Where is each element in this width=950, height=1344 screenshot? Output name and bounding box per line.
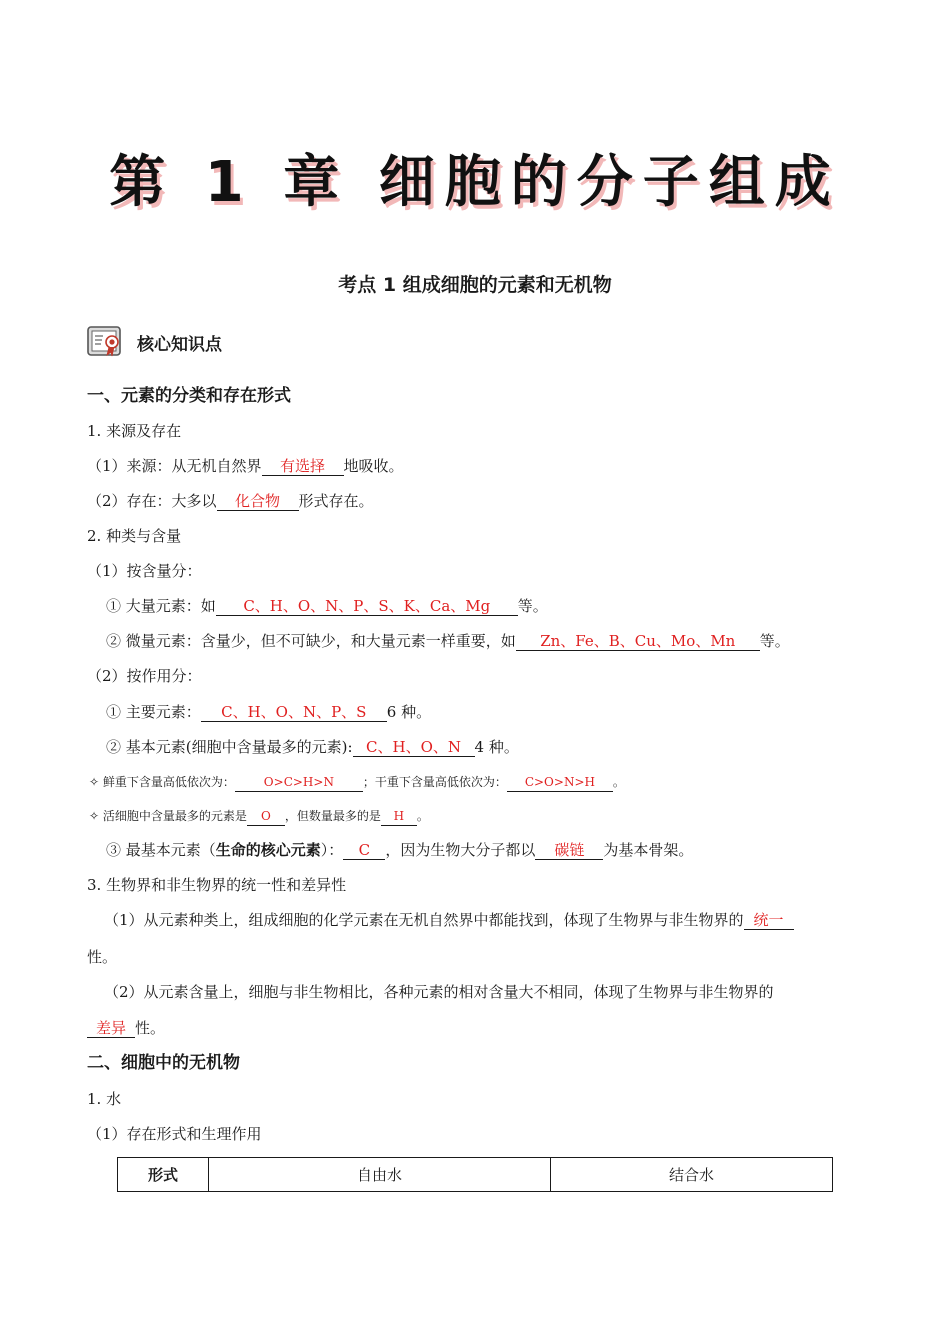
unity-line: [104, 910, 794, 930]
main-suffix: 6 种。: [386, 703, 432, 721]
main-prefix: ① 主要元素：: [106, 703, 201, 721]
live-mid: ，但数量最多的是: [284, 809, 381, 823]
live-prefix: ✧ 活细胞中含量最多的元素是: [89, 809, 247, 823]
unity-text: （1）从元素种类上，组成细胞的化学元素在无机自然界中都能找到，体现了生物界与非生物界的: [104, 911, 744, 929]
main-elements-line: [106, 702, 431, 722]
macro-answer: C、H、O、N、P、S、K、Ca、Mg: [216, 597, 518, 616]
micro-prefix: ② 微量元素：含量少，但不可缺少，和大量元素一样重要，如: [106, 632, 516, 650]
unity-answer: 统一: [744, 911, 794, 930]
dry-answer: C>O>N>H: [507, 773, 613, 792]
table-header-cell: 自由水: [209, 1158, 551, 1192]
core-prefix: ③ 最基本元素（: [106, 841, 216, 859]
difference-text: （2）从元素含量上，细胞与非生物相比，各种元素的相对含量大不相同，体现了生物界与非生物界的: [104, 983, 774, 1001]
chapter-title: 第 1 章 细胞的分子组成: [109, 150, 841, 215]
source-suffix: 地吸收。: [343, 457, 404, 475]
core-mid2: ，因为生物大分子都以: [385, 841, 536, 859]
exist-suffix: 形式存在。: [298, 492, 374, 510]
macro-suffix: 等。: [517, 597, 548, 615]
part1-heading: 一、元素的分类和存在形式: [87, 386, 291, 406]
basic-prefix: ② 基本元素(细胞中含量最多的元素):: [106, 738, 353, 756]
fresh-dry-weight-line: [89, 772, 625, 792]
difference-answer: 差异: [87, 1019, 135, 1038]
exist-prefix: （2）存在：大多以: [87, 492, 217, 510]
water-table: [117, 1157, 833, 1192]
core-suffix: 为基本骨架。: [603, 841, 694, 859]
fresh-mid: ；干重下含量高低依次为：: [362, 775, 507, 789]
book-certificate-icon: [87, 325, 125, 359]
unity-suffix: 性。: [87, 948, 118, 966]
core-answer: C: [343, 841, 385, 860]
exist-answer: 化合物: [217, 492, 299, 511]
table-header-cell: 形式: [118, 1158, 209, 1192]
sub-heading-unity: 3. 生物界和非生物界的统一性和差异性: [87, 876, 347, 894]
part2-heading: 二、细胞中的无机物: [87, 1053, 240, 1073]
knowledge-label: 核心知识点: [137, 334, 222, 355]
basic-suffix: 4 种。: [474, 738, 519, 756]
by-content-label: （1）按含量分：: [87, 562, 202, 580]
live-answer: O: [247, 807, 285, 826]
dry-suffix: 。: [612, 775, 625, 789]
table-header-row: [118, 1158, 833, 1192]
section-title: 考点 1 组成细胞的元素和无机物: [338, 274, 612, 296]
micro-suffix: 等。: [759, 632, 790, 650]
knowledge-header: [87, 322, 222, 362]
live-count-answer: H: [381, 807, 417, 826]
difference-line: [87, 1018, 165, 1038]
water-heading: 1. 水: [87, 1090, 122, 1108]
sub-heading-source: 1. 来源及存在: [87, 422, 182, 440]
micro-answer: Zn、Fe、B、Cu、Mo、Mn: [516, 632, 760, 651]
existence-line: [87, 491, 374, 511]
source-prefix: （1）来源：从无机自然界: [87, 457, 262, 475]
living-cell-line: [89, 806, 429, 826]
by-function-label: （2）按作用分：: [87, 667, 202, 685]
water-forms-heading: （1）存在形式和生理作用: [87, 1125, 262, 1143]
macro-elements-line: [106, 596, 548, 616]
source-answer: 有选择: [262, 457, 344, 476]
live-suffix: 。: [416, 809, 429, 823]
basic-answer: C、H、O、N: [353, 738, 475, 757]
core-bold: 生命的核心元素: [215, 841, 321, 859]
core-mid1: ）：: [320, 841, 344, 859]
fresh-answer: O>C>H>N: [235, 773, 363, 792]
difference-suffix: 性。: [135, 1019, 166, 1037]
source-line: [87, 456, 404, 476]
fresh-prefix: ✧ 鲜重下含量高低依次为：: [89, 775, 235, 789]
main-answer: C、H、O、N、P、S: [201, 703, 387, 722]
sub-heading-types: 2. 种类与含量: [87, 527, 182, 545]
basic-elements-line: [106, 737, 519, 757]
core-answer2: 碳链: [535, 841, 603, 860]
core-element-line: [106, 840, 693, 860]
macro-prefix: ① 大量元素：如: [106, 597, 216, 615]
micro-elements-line: [106, 631, 790, 651]
table-header-cell: 结合水: [551, 1158, 833, 1192]
